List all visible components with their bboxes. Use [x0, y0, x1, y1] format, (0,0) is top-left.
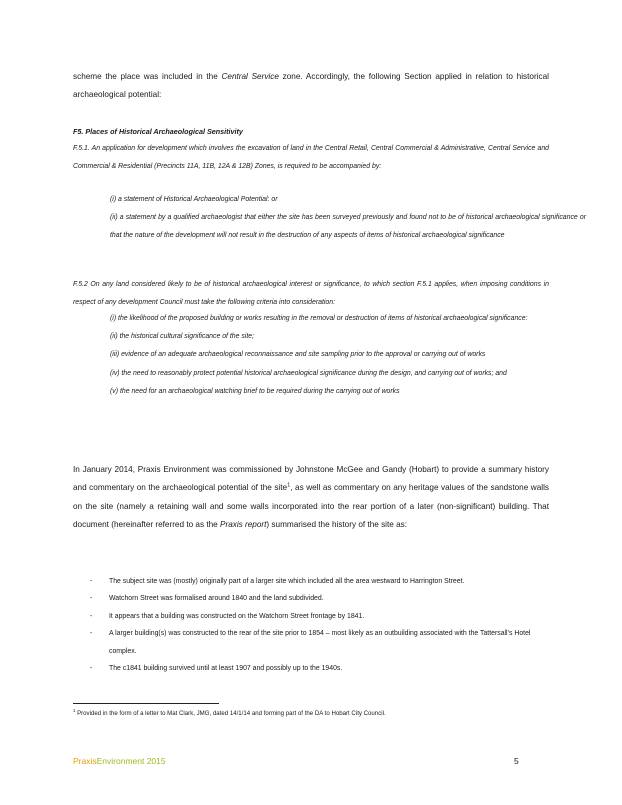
dash-bullet: -: [90, 612, 93, 620]
list-item: [73, 660, 553, 677]
intro-zone-name: Central Service: [221, 72, 279, 81]
footer-year: 2015: [144, 756, 166, 766]
list-item: [73, 573, 553, 590]
dash-bullet: -: [90, 630, 93, 638]
page-footer: [73, 756, 166, 766]
dash-bullet: -: [90, 665, 93, 673]
footnote-text: Provided in the form of a letter to Mat Clark, JMG, dated 14/1/14 and forming part of the DA to Hobart City Council.: [77, 710, 386, 717]
footer-brand-praxis: Praxis: [73, 756, 97, 766]
clause-f52: F.5.2 On any land considered likely to be of historical archaeological interest or significance, to which section F.5.1 applies, when imposing conditions in respect of any development Council must take the following criteria into consideration:: [73, 281, 549, 307]
footnote-number: 1: [73, 707, 76, 713]
intro-paragraph: [73, 68, 549, 105]
footer-brand-environment: Environment: [96, 756, 145, 766]
clause-f51-item: (ii) a statement by a qualified archaeologist that either the site has been surveyed previously and found not to be of historical archaeological significance or that the nature of the development will not result in the destruction of any aspects of items of historical archaeological significance: [110, 214, 586, 240]
site-history-list: [73, 573, 553, 677]
intro-text-after: zone. Accordingly, the following Section applied in relation to historical archaeological potential:: [73, 72, 549, 100]
footnote: [73, 709, 553, 719]
clause-f52-item: (ii) the historical cultural significance of the site;: [110, 333, 255, 341]
list-item: [73, 625, 553, 660]
section-heading-f5: F5. Places of Historical Archaeological Sensitivity: [73, 127, 243, 136]
clause-f52-item: (iii) evidence of an adequate archaeological reconnaissance and site sampling prior to the approval or carrying out of works: [110, 351, 486, 359]
list-item: [73, 590, 553, 607]
list-item-text: A larger building(s) was constructed to the rear of the site prior to 1854 – most likely as an outbuilding associated with the Tattersall’s Hotel complex.: [109, 630, 531, 655]
footnote-divider: [73, 703, 219, 704]
clause-f52-item: (iv) the need to reasonably protect potential historical archaeological significance during the design, and carrying out of works; and: [110, 369, 507, 377]
list-item-text: The subject site was (mostly) originally part of a larger site which included all the area westward to Harrington Street.: [109, 578, 465, 585]
commission-text-1: In January 2014, Praxis Environment was commissioned by Johnstone McGee and Gandy (Hobart) to provide a summary history and commentary on the archaeological potential of the site: [73, 465, 549, 493]
list-item-text: It appears that a building was constructed on the Watchorn Street frontage by 1841.: [109, 612, 365, 620]
clause-f51: F.5.1. An application for development which involves the excavation of land in the Central Retail, Central Commercial & Administrative, Central Service and Commercial & Residential (Precincts 11A, 11B, 12A & 12B) Zones, is required to be accompanied by:: [73, 145, 549, 171]
report-name: Praxis report: [220, 519, 267, 529]
dash-bullet: -: [90, 578, 93, 585]
commission-paragraph: [73, 461, 549, 534]
intro-text-before: scheme the place was included in the: [73, 72, 222, 81]
clause-f52-item: (v) the need for an archaeological watching brief to be required during the carrying out of works: [110, 387, 400, 395]
clause-f52-items: [73, 310, 586, 401]
clause-f51-item: (i) a statement of Historical Archaeological Potential: or: [110, 196, 278, 203]
clause-f52-item: (i) the likelihood of the proposed building or works resulting in the removal or destruction of items of historical archaeological significance:: [110, 315, 528, 322]
footnote-reference[interactable]: 1: [287, 482, 291, 489]
list-item: [73, 608, 553, 625]
list-item-text: The c1841 building survived until at least 1907 and possibly up to the 1940s.: [109, 665, 343, 673]
page-number: 5: [514, 756, 519, 766]
list-item-text: Watchorn Street was formalised around 1840 and the land subdivided.: [109, 595, 324, 603]
dash-bullet: -: [90, 595, 93, 603]
commission-text-2: , as well as commentary on any heritage values of the sandstone walls on the site (namely a retaining wall and some walls incorporated into the rear portion of a later (non-significant) building. That document (hereinafter referred to as the: [73, 483, 549, 529]
commission-text-3: ) summarised the history of the site as:: [266, 519, 408, 529]
